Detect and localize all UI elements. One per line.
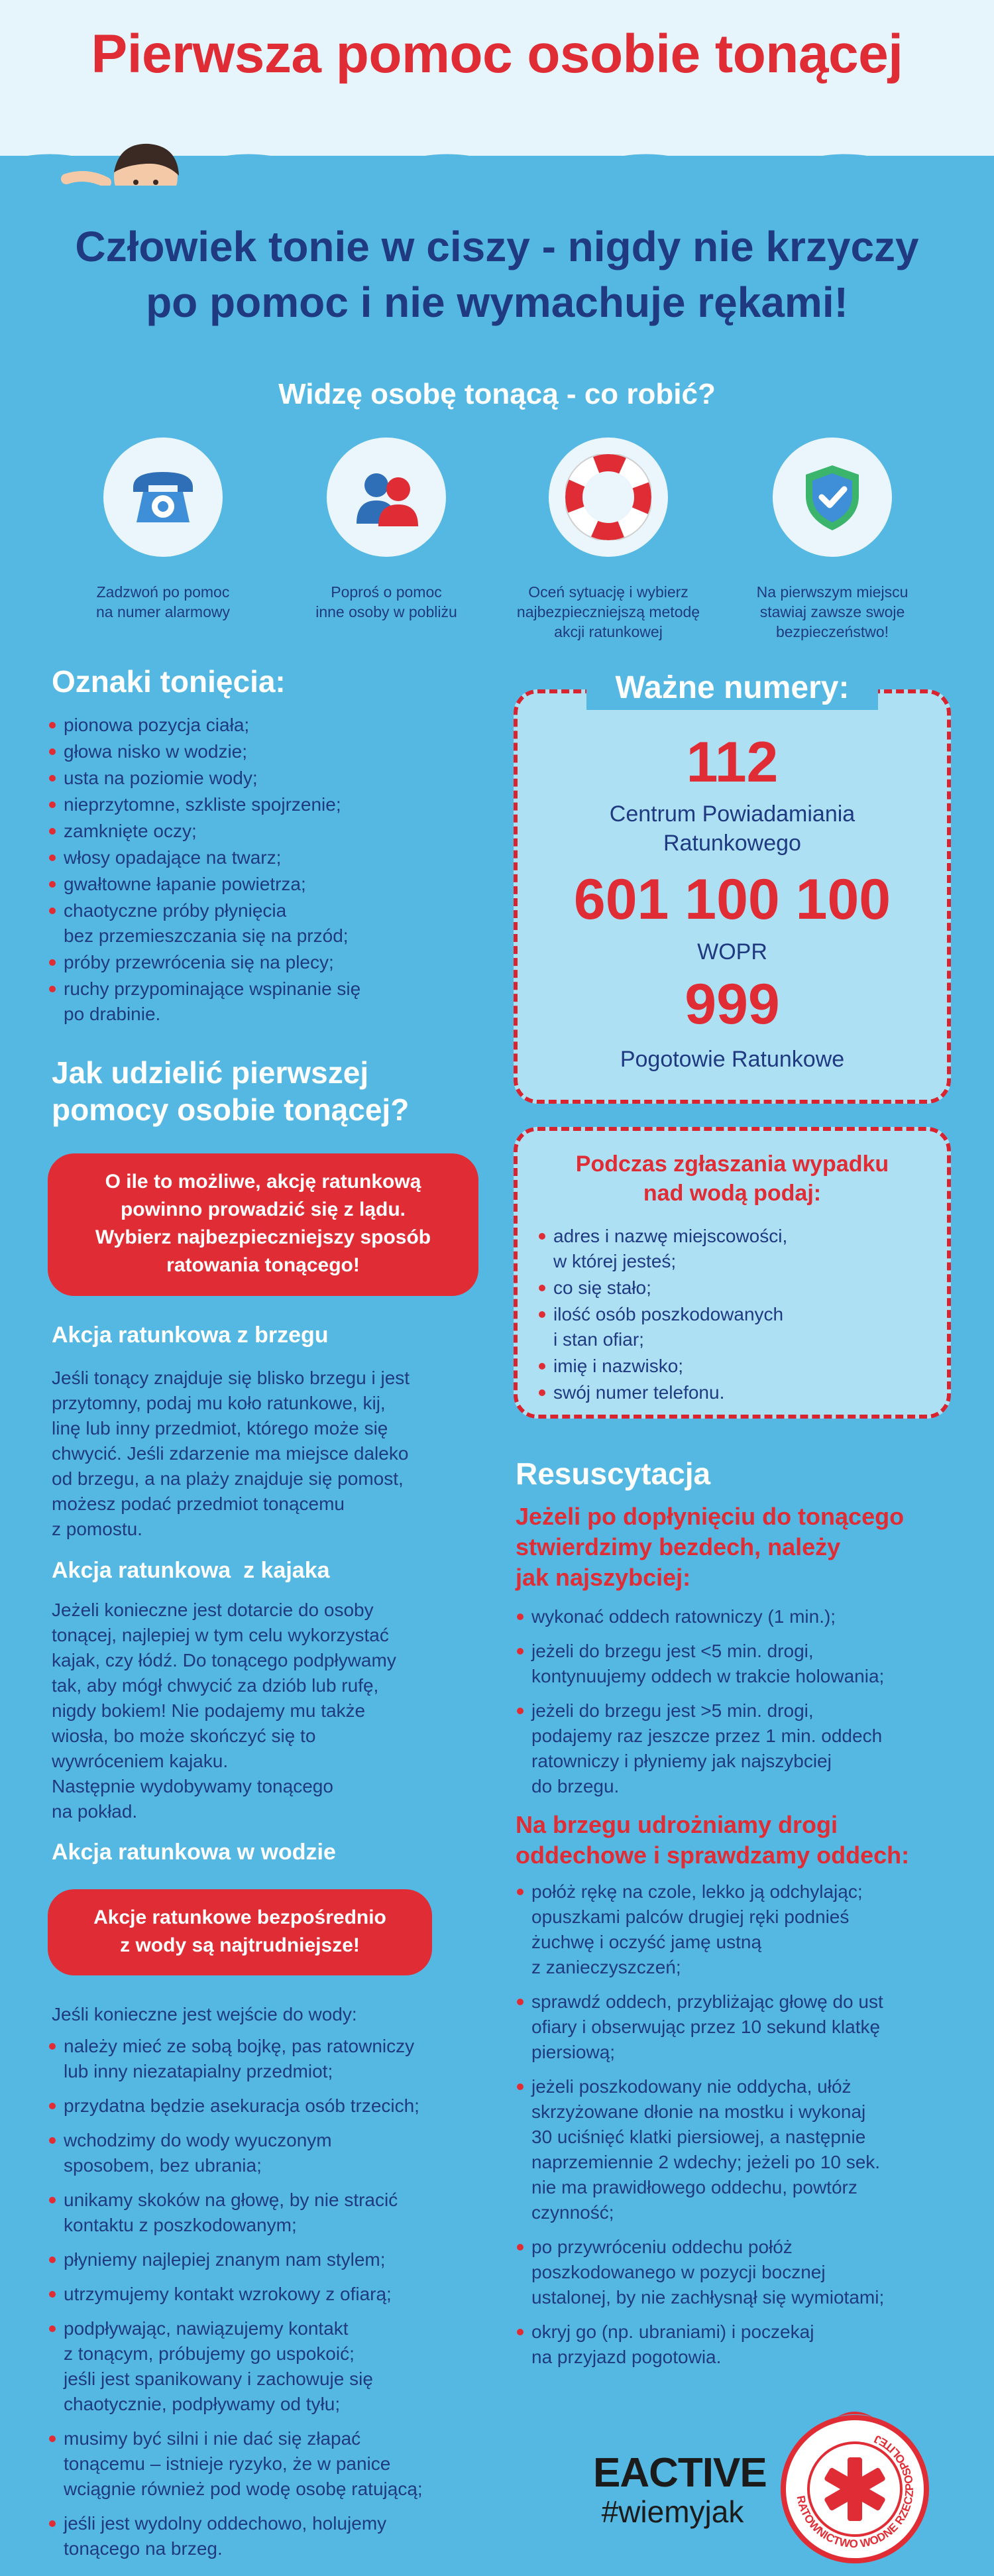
steps-heading: Widzę osobę tonącą - co robić? xyxy=(278,378,716,410)
kayak-heading: Akcja ratunkowa z kajaka xyxy=(52,1558,330,1583)
water-intro: Jeśli konieczne jest wejście do wody: xyxy=(52,2004,357,2024)
lifebuoy-icon xyxy=(565,454,651,540)
number-999: 999 xyxy=(685,972,780,1036)
list-item: utrzymujemy kontakt wzrokowy z ofiarą; xyxy=(48,2282,498,2307)
list-item: unikamy skoków na głowę, by nie stracić kontaktu z poszkodowanym; xyxy=(48,2188,498,2238)
list-item: nieprzytomne, szkliste spojrzenie; xyxy=(48,792,472,817)
list-item: wykonać oddech ratowniczy (1 min.); xyxy=(516,1604,973,1629)
step-text-line: Oceń sytuację i wybierz xyxy=(528,583,689,601)
report-list xyxy=(537,1224,935,1407)
list-item: sprawdź oddech, przybliżając głowę do ust ofiary i obserwując przez 10 sekund klatkę piersiową; xyxy=(516,1989,976,2065)
step-text-line: najbezpieczniejszą metodę xyxy=(516,603,700,620)
list-item: usta na poziomie wody; xyxy=(48,766,472,791)
list-item: podpływając, nawiązujemy kontakt z tonącym, próbujemy go uspokoić; jeśli jest spanikowany i zachowuje się chaotycznie, podpływamy od tyłu; xyxy=(48,2316,498,2417)
list-item: musimy być silni i nie dać się złapać tonącemu – istnieje ryzyko, że w panice wciągnie również pod wodę osobę ratującą; xyxy=(48,2426,498,2502)
step-ask-others xyxy=(287,438,486,622)
list-item: połóż rękę na czole, lekko ją odchylając; opuszkami palców drugiej ręki podnieś żuchwę i oczyść jamę ustną z zanieczyszczeń; xyxy=(516,1879,976,1980)
list-item: płyniemy najlepiej znanym nam stylem; xyxy=(48,2247,498,2272)
list-item: swój numer telefonu. xyxy=(537,1380,935,1405)
important-numbers-box xyxy=(514,689,951,1104)
list-item: zamknięte oczy; xyxy=(48,819,472,844)
step-text-line: bezpieczeństwo! xyxy=(775,623,889,640)
step-circle xyxy=(327,438,446,557)
cpr-red-intro: Jeżeli po dopłynięciu do tonącego stwierdzimy bezdech, należy jak najszybciej: xyxy=(516,1503,905,1591)
step-safety-first xyxy=(733,438,932,642)
wopr-emblem-icon xyxy=(772,2400,938,2565)
step-circle xyxy=(773,438,892,557)
list-item: włosy opadające na twarz; xyxy=(48,845,472,870)
cpr-red-shore: Na brzegu udrożniamy drogi oddechowe i sprawdzamy oddech: xyxy=(516,1811,910,1869)
water-list xyxy=(48,2034,498,2571)
list-item: chaotyczne próby płynięcia bez przemieszczania się na przód; xyxy=(48,898,472,949)
shore-text: Jeśli tonący znajduje się blisko brzegu i jest przytomny, podaj mu koło ratunkowe, kij, linę lub inny przedmiot, którego może się chwycić. Jeśli zdarzenie ma miejsce daleko od brzegu, a na plaży znajduje się pomost, możesz podać przedmiot tonącemu z pomostu. xyxy=(52,1368,410,1539)
drowning-person-icon xyxy=(40,129,192,229)
headline-line: Człowiek tonie w ciszy - nigdy nie krzyczy xyxy=(75,223,919,270)
list-item: gwałtowne łapanie powietrza; xyxy=(48,872,472,897)
step-text-line: Poproś o pomoc xyxy=(331,583,442,601)
list-item: jeśli jest wydolny oddechowo, holujemy tonącego na brzeg. xyxy=(48,2511,498,2561)
list-item: okryj go (np. ubraniami) i poczekaj na przyjazd pogotowia. xyxy=(516,2319,976,2370)
number-112: 112 xyxy=(686,731,779,794)
signs-list xyxy=(48,713,472,1028)
report-box xyxy=(514,1127,951,1419)
step-call-help xyxy=(64,438,262,622)
shore-heading: Akcja ratunkowa z brzegu xyxy=(52,1322,329,1348)
list-item: adres i nazwę miejscowości, w której jesteś; xyxy=(537,1224,935,1274)
eactive-logo: EACTIVE xyxy=(593,2450,767,2496)
list-item: jeżeli do brzegu jest >5 min. drogi, podajemy raz jeszcze przez 1 min. oddech ratowniczy i płyniemy jak najszybciej do brzegu. xyxy=(516,1698,973,1799)
list-item: jeżeli poszkodowany nie oddycha, ułóż skrzyżowane dłonie na mostku i wykonaj 30 uciśnięć klatki piersiowej, a następnie naprzemiennie 2 wdechy; jeżeli po 10 sek. nie ma prawidłowego oddechu, powtórz czynność; xyxy=(516,2074,976,2225)
cpr-list-2 xyxy=(516,1879,976,2379)
howto-heading: Jak udzielić pierwszej pomocy osobie tonącej? xyxy=(52,1055,410,1127)
list-item: ruchy przypominające wspinanie się po drabinie. xyxy=(48,976,472,1027)
number-wopr: 601 100 100 xyxy=(573,868,891,931)
list-item: jeżeli do brzegu jest <5 min. drogi, kontynuujemy oddech w trakcie holowania; xyxy=(516,1639,973,1689)
list-item: po przywróceniu oddechu połóż poszkodowanego w pozycji bocznej ustalonej, by nie zachłysnął się wymiotami; xyxy=(516,2235,976,2310)
phone-icon xyxy=(123,457,203,537)
shield-icon xyxy=(793,457,872,537)
kayak-text: Jeżeli konieczne jest dotarcie do osoby tonącej, najlepiej w tym celu wykorzystać kajak, czy łódź. Do tonącego podpływamy tak, aby mógł chwycić za dziób lub rufę, nigdy bokiem! Nie podajemy mu także wiosła, bo może skończyć się to wywróceniem kajaku. Następnie wydobywamy tonącego na pokład. xyxy=(52,1600,396,1822)
step-text-line: inne osoby w pobliżu xyxy=(315,603,457,620)
headline xyxy=(0,219,994,330)
list-item: ilość osób poszkodowanych i stan ofiar; xyxy=(537,1302,935,1352)
number-label: WOPR xyxy=(697,939,767,965)
list-item: należy mieć ze sobą bojkę, pas ratowniczy lub inny niezatapialny przedmiot; xyxy=(48,2034,498,2084)
headline-line: po pomoc i nie wymachuje rękami! xyxy=(146,278,848,326)
step-text-line: Na pierwszym miejscu xyxy=(756,583,909,601)
signs-heading: Oznaki tonięcia: xyxy=(52,664,286,699)
list-item: przydatna będzie asekuracja osób trzecich; xyxy=(48,2093,498,2119)
svg-text:RATOWNICTWO WODNE RZECZPOSPOLI: RATOWNICTWO WODNE RZECZPOSPOLITEJ xyxy=(794,2432,916,2551)
list-item: głowa nisko w wodzie; xyxy=(48,739,472,764)
step-text-line: akcji ratunkowej xyxy=(554,623,663,640)
page-title: Pierwsza pomoc osobie tonącej xyxy=(91,24,903,84)
cpr-list-1 xyxy=(516,1604,973,1808)
hashtag: #wiemyjak xyxy=(601,2494,744,2529)
list-item: pionowa pozycja ciała; xyxy=(48,713,472,738)
list-item: wchodzimy do wody wyuczonym sposobem, bez ubrania; xyxy=(48,2128,498,2178)
step-circle xyxy=(549,438,668,557)
water-rescue-callout: Akcje ratunkowe bezpośrednio z wody są najtrudniejsze! xyxy=(48,1889,432,1975)
step-text-line: Zadzwoń po pomoc xyxy=(96,583,230,601)
land-rescue-callout: O ile to możliwe, akcję ratunkową powinno prowadzić się z lądu. Wybierz najbezpieczniejszy sposób ratowania tonącego! xyxy=(48,1153,478,1296)
numbers-heading: Ważne numery: xyxy=(586,666,878,710)
report-heading: Podczas zgłaszania wypadku nad wodą podaj: xyxy=(575,1151,889,1206)
water-heading: Akcja ratunkowa w wodzie xyxy=(52,1840,336,1865)
list-item: próby przewrócenia się na plecy; xyxy=(48,950,472,975)
step-text-line: stawiaj zawsze swoje xyxy=(759,603,905,620)
number-label: Pogotowie Ratunkowe xyxy=(620,1047,845,1072)
list-item: co się stało; xyxy=(537,1275,935,1301)
cpr-heading: Resuscytacja xyxy=(516,1456,711,1491)
step-text-line: na numer alarmowy xyxy=(96,603,230,620)
step-assess xyxy=(509,438,708,642)
number-label: Centrum Powiadamiania Ratunkowego xyxy=(609,801,856,856)
list-item: imię i nazwisko; xyxy=(537,1354,935,1379)
people-icon xyxy=(347,457,426,537)
step-circle xyxy=(103,438,223,557)
